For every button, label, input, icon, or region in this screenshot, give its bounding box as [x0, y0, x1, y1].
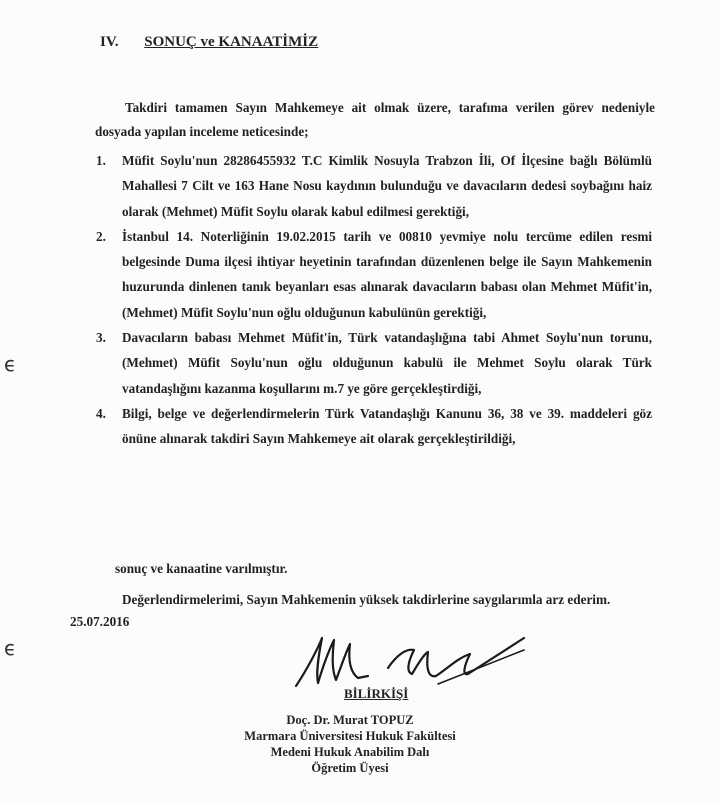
intro-paragraph: Takdiri tamamen Sayın Mahkemeye ait olmak üzere, tarafıma verilen görev nedeniyle dosyada yapılan inceleme neticesinde;: [95, 100, 655, 139]
finding-item: [92, 148, 652, 224]
finding-number: 2.: [96, 228, 106, 244]
finding-number: 4.: [96, 405, 106, 421]
signer-affiliation: Marmara Üniversitesi Hukuk Fakültesi: [244, 729, 456, 743]
signature-block: [200, 712, 500, 776]
signer-title: Öğretim Üyesi: [311, 761, 389, 775]
hole-punch-mark: ϵ: [4, 352, 17, 376]
document-date: 25.07.2016: [70, 614, 130, 629]
finding-item: [92, 401, 652, 452]
finding-number: 1.: [96, 153, 106, 168]
hole-punch-mark: ϵ: [4, 636, 17, 660]
handwritten-signature: [288, 628, 528, 692]
findings-list: [92, 148, 652, 452]
finding-number: 3.: [96, 330, 106, 346]
section-title: SONUÇ ve KANAATİMİZ: [144, 34, 319, 50]
signer-department: Medeni Hukuk Anabilim Dalı: [270, 745, 430, 759]
finding-item: [92, 325, 652, 401]
finding-text: Bilgi, belge ve değerlendirmelerin Türk Vatandaşlığı Kanunu 36, 38 ve 39. maddeleri göz önüne alınarak takdiri Sayın Mahkemeye ait olarak gerçekleştirildiği,: [122, 405, 652, 447]
conclusion-text: sonuç ve kanaatine varılmıştır.: [115, 561, 288, 576]
respect-text: Değerlendirmelerimi, Sayın Mahkemenin yüksek takdirlerine saygılarımla arz ederim.: [122, 592, 611, 607]
finding-text: İstanbul 14. Noterliğinin 19.02.2015 tarih ve 00810 yevmiye nolu tercüme edilen resmi belgesinde Duma ilçesi ihtiyar heyetinin tarafından düzenlenen belge ile Sayın Mahkemenin huzurunda dinlenen tanık beyanları esas alınarak davacıların babası olan Mehmet Müfit'in, (Mehmet) Müfit Soylu'nun oğlu olduğunun kabulünün gerektiği,: [122, 228, 652, 320]
section-number: IV.: [100, 34, 119, 50]
section-heading: [100, 34, 318, 51]
expert-label: BİLİRKİŞİ: [344, 686, 409, 701]
finding-text: Müfit Soylu'nun 28286455932 T.C Kimlik Nosuyla Trabzon İli, Of İlçesine bağlı Bölümlü Mahallesi 7 Cilt ve 163 Hane Nosu kaydının bulunduğu ve davacıların dedesi soybağını haiz olarak (Mehmet) Müfit Soylu olarak kabul edilmesi gerektiği,: [122, 153, 652, 219]
signer-name: Doç. Dr. Murat TOPUZ: [286, 713, 414, 727]
finding-item: [92, 224, 652, 325]
finding-text: Davacıların babası Mehmet Müfit'in, Türk vatandaşlığına tabi Ahmet Soylu'nun torunu, (Mehmet) Müfit Soylu'nun oğlu olduğunun kabulü ile Mehmet Soylu olarak Türk vatandaşlığını kazanma koşullarını m.7 ye göre gerçekleştirdiği,: [122, 330, 652, 396]
